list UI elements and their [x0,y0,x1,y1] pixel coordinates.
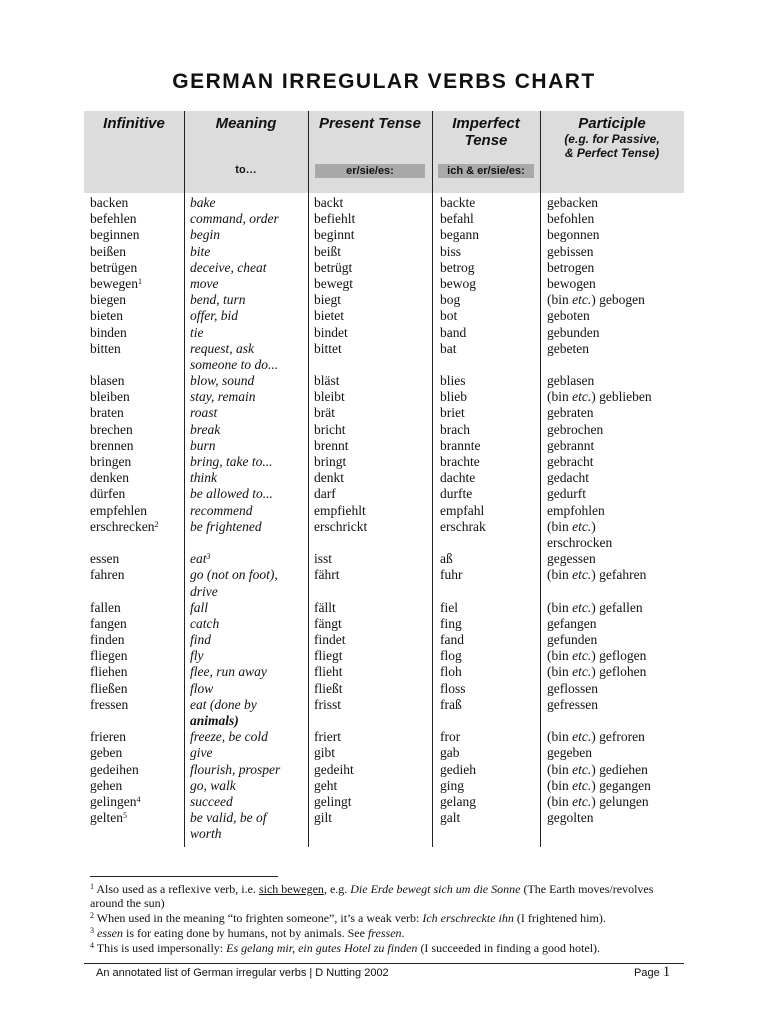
present-cell: findet [314,632,346,648]
meaning-cell: stay, remain [190,389,256,405]
imperfect-cell: fand [440,632,464,648]
infinitive-cell: beißen [90,243,126,259]
present-cell: gelingt [314,794,352,809]
present-cell: flieht [314,664,343,680]
participle-cell: gefressen [547,696,598,712]
meaning-cell: go (not on foot), drive [190,567,278,599]
meaning-cell: succeed [190,794,233,809]
participle-cell: (bin etc.) erschrocken [547,518,613,550]
imperfect-cell: gab [440,745,460,761]
present-cell: fliegt [314,648,343,664]
meaning-cell: begin [190,227,220,243]
table-row [0,308,768,324]
participle-cell: gebunden [547,324,600,340]
present-cell: gedeiht [314,761,354,777]
present-cell: friert [314,729,341,745]
infinitive-cell: fangen [90,615,127,631]
footnote-1: $^1$ Also used as a reflexive verb, i.e. sich bewegen, e.g. Die Erde bewegt sich um die Sonne (The Earth moves/revolves around the sun) [90,882,654,910]
imperfect-cell: backte [440,195,476,210]
participle-cell: (bin etc.) gediehen [547,761,648,777]
imperfect-cell: gedieh [440,761,476,777]
present-cell: fällt [314,599,336,615]
participle-cell: empfohlen [547,502,605,518]
table-row [0,648,768,664]
infinitive-cell: fliehen [90,664,128,680]
meaning-cell: bring, take to... [190,454,273,470]
footnote-2: $^2$ When used in the meaning “to frighten someone”, it’s a weak verb: Ich erschreckte ihn (I frightened him). [90,911,606,925]
present-cell: backt [314,195,344,210]
table-row [0,664,768,680]
present-cell: gilt [314,810,333,826]
meaning-cell: fall [190,599,209,615]
infinitive-cell: beginnen [90,227,140,243]
meaning-cell: think [190,470,217,486]
infinitive-cell: gedeihen [90,761,139,777]
header-imperfect-line1: Imperfect [452,115,520,132]
present-cell: denkt [314,470,344,486]
present-cell: empfiehlt [314,502,366,518]
meaning-cell: roast [190,405,218,421]
imperfect-cell: briet [440,405,465,421]
infinitive-cell: befehlen [90,211,137,227]
present-cell: isst [314,551,333,567]
table-row [0,438,768,454]
table-row [0,503,768,519]
infinitive-cell: fahren [90,567,125,583]
footnote-rule [90,876,278,877]
imperfect-cell: fraß [440,696,462,712]
present-cell: bittet [314,340,342,356]
infinitive-cell: fliegen [90,648,128,664]
table-row [0,810,768,842]
imperfect-cell: betrog [440,259,475,275]
header-participle [540,111,684,193]
infinitive-cell: braten [90,405,124,421]
participle-cell: gebeten [547,340,589,356]
table-row [0,454,768,470]
imperfect-cell: fror [440,729,461,745]
meaning-cell: deceive, cheat [190,259,267,275]
participle-cell: (bin etc.) geblieben [547,389,652,405]
present-cell: beißt [314,243,341,259]
verb-table-body [0,195,768,843]
footnote-3: $^3$ essen is for eating done by humans, not by animals. See fressen. [90,926,405,940]
meaning-cell: be valid, be of worth [190,810,267,842]
infinitive-cell: finden [90,632,125,648]
present-cell: bläst [314,373,340,389]
present-cell: fließt [314,680,343,696]
present-cell: gibt [314,745,336,761]
participle-cell: gegessen [547,551,596,567]
table-row [0,292,768,308]
meaning-cell: flee, run away [190,664,267,680]
meaning-cell: freeze, be cold [190,729,268,745]
meaning-cell: find [190,632,212,648]
table-row [0,632,768,648]
participle-cell: gegeben [547,745,592,761]
footnotes [90,882,680,956]
table-row [0,697,768,729]
present-cell: bietet [314,308,344,324]
table-row [0,778,768,794]
header-imperfect-sub: ich & er/sie/es: [438,164,534,178]
imperfect-cell: floss [440,680,466,696]
infinitive-cell: gelten$^5$ [90,810,127,826]
participle-cell: gebissen [547,243,594,259]
infinitive-cell: bieten [90,308,123,324]
participle-cell: (bin etc.) gefroren [547,729,645,745]
table-row [0,762,768,778]
page-title: GERMAN IRREGULAR VERBS CHART [172,70,596,93]
meaning-cell: go, walk [190,777,236,793]
imperfect-cell: befahl [440,211,474,227]
present-cell: bindet [314,324,348,340]
header-infinitive-label: Infinitive [103,115,165,132]
meaning-cell: burn [190,437,216,453]
page-number: Page 1 [634,964,671,980]
participle-cell: gegolten [547,810,594,826]
participle-cell: gebacken [547,195,598,210]
present-cell: fängt [314,615,342,631]
table-row [0,600,768,616]
meaning-cell: blow, sound [190,373,255,389]
table-row [0,405,768,421]
imperfect-cell: biss [440,243,462,259]
participle-cell: gebracht [547,454,594,470]
imperfect-cell: bewog [440,275,476,291]
imperfect-cell: durfte [440,486,473,502]
present-cell: befiehlt [314,211,356,227]
header-imperfect-label [432,111,540,149]
header-meaning-sub: to… [235,164,257,176]
infinitive-cell: gelingen$^4$ [90,794,141,809]
table-header [84,111,684,193]
participle-cell: geflossen [547,680,598,696]
imperfect-cell: begann [440,227,479,243]
present-cell: bewegt [314,275,353,291]
table-row [0,616,768,632]
present-cell: geht [314,777,338,793]
participle-cell: gefangen [547,615,597,631]
meaning-cell: catch [190,615,220,631]
meaning-cell: recommend [190,502,253,518]
table-row [0,745,768,761]
participle-cell: befohlen [547,211,595,227]
header-present [308,111,432,193]
infinitive-cell: frieren [90,729,126,745]
header-imperfect [432,111,540,193]
infinitive-cell: backen [90,195,129,210]
participle-cell: (bin etc.) gelungen [547,794,649,809]
infinitive-cell: fallen [90,599,121,615]
infinitive-cell: brechen [90,421,133,437]
meaning-cell: flourish, prosper [190,761,281,777]
imperfect-cell: bot [440,308,458,324]
header-participle-label: Participle [578,115,646,132]
imperfect-cell: aß [440,551,453,567]
table-row [0,422,768,438]
participle-cell: (bin etc.) geflohen [547,664,647,680]
table-row [0,729,768,745]
participle-cell: (bin etc.) gefallen [547,599,643,615]
meaning-cell: bite [190,243,211,259]
infinitive-cell: empfehlen [90,502,147,518]
imperfect-cell: brach [440,421,470,437]
meaning-cell: offer, bid [190,308,239,324]
present-cell: biegt [314,292,341,308]
table-row [0,794,768,810]
infinitive-cell: denken [90,470,129,486]
meaning-cell: eat$^3$ [190,551,211,567]
present-cell: bricht [314,421,346,437]
footer-rule [84,963,684,964]
infinitive-cell: bleiben [90,389,130,405]
meaning-cell: tie [190,324,204,340]
meaning-cell: move [190,275,219,291]
present-cell: beginnt [314,227,355,243]
infinitive-cell: fressen [90,696,129,712]
header-infinitive [84,111,184,193]
infinitive-cell: bitten [90,340,121,356]
participle-cell: gebrannt [547,437,595,453]
footer-citation: An annotated list of German irregular verbs | D Nutting 2002 [96,967,389,979]
imperfect-cell: flog [440,648,462,664]
table-row [0,227,768,243]
header-participle-sub2: & Perfect Tense) [564,146,660,160]
participle-cell: gebrochen [547,421,604,437]
present-cell: betrügt [314,259,353,275]
imperfect-cell: blies [440,373,466,389]
imperfect-cell: dachte [440,470,476,486]
infinitive-cell: gehen [90,777,123,793]
participle-cell: begonnen [547,227,600,243]
participle-cell: betrogen [547,259,595,275]
meaning-cell: give [190,745,213,761]
header-meaning-label: Meaning [215,115,277,132]
meaning-cell: flow [190,680,214,696]
header-imperfect-line2: Tense [464,132,508,149]
imperfect-cell: fuhr [440,567,463,583]
present-cell: frisst [314,696,341,712]
infinitive-cell: dürfen [90,486,126,502]
table-row [0,681,768,697]
imperfect-cell: band [440,324,467,340]
imperfect-cell: fiel [440,599,458,615]
header-present-sub: er/sie/es: [315,164,425,178]
present-cell: bringt [314,454,347,470]
participle-cell: (bin etc.) gegangen [547,777,651,793]
imperfect-cell: galt [440,810,461,826]
participle-cell: bewogen [547,275,596,291]
infinitive-cell: erschrecken$^2$ [90,518,159,534]
meaning-cell: be allowed to... [190,486,273,502]
imperfect-cell: erschrak [440,518,486,534]
meaning-cell: bend, turn [190,292,246,308]
imperfect-cell: gelang [440,794,476,809]
participle-cell: (bin etc.) geflogen [547,648,647,664]
table-row [0,211,768,227]
imperfect-cell: bog [440,292,461,308]
participle-cell: (bin etc.) gefahren [547,567,647,583]
imperfect-cell: ging [440,777,465,793]
header-meaning [184,111,308,193]
infinitive-cell: binden [90,324,127,340]
table-row [0,195,768,211]
table-row [0,470,768,486]
table-row [0,389,768,405]
participle-cell: geblasen [547,373,595,389]
table-row [0,373,768,389]
meaning-cell: be frightened [190,518,262,534]
meaning-cell: bake [190,195,216,210]
imperfect-cell: brachte [440,454,480,470]
present-cell: fährt [314,567,340,583]
meaning-cell: break [190,421,221,437]
infinitive-cell: fließen [90,680,128,696]
imperfect-cell: bat [440,340,457,356]
table-row [0,519,768,551]
imperfect-cell: brannte [440,437,481,453]
table-row [0,276,768,292]
participle-cell: gedacht [547,470,589,486]
header-participle-sub1: (e.g. for Passive, [564,132,660,146]
infinitive-cell: biegen [90,292,126,308]
infinitive-cell: bewegen$^1$ [90,275,142,291]
participle-cell: gebraten [547,405,594,421]
table-row [0,325,768,341]
meaning-cell: command, order [190,211,279,227]
table-row [0,551,768,567]
present-cell: brennt [314,437,349,453]
table-row [0,341,768,373]
infinitive-cell: bringen [90,454,132,470]
meaning-cell: fly [190,648,204,664]
participle-cell: gedurft [547,486,586,502]
present-cell: erschrickt [314,518,368,534]
participle-cell: gefunden [547,632,598,648]
infinitive-cell: betrügen [90,259,138,275]
present-cell: brät [314,405,335,421]
participle-cell: (bin etc.) gebogen [547,292,645,308]
present-cell: darf [314,486,336,502]
footnote-4: $^4$ This is used impersonally: Es gelang mir, ein gutes Hotel zu finden (I succeeded in finding a good hotel). [90,941,601,955]
infinitive-cell: essen [90,551,120,567]
present-cell: bleibt [314,389,345,405]
infinitive-cell: blasen [90,373,125,389]
imperfect-cell: floh [440,664,462,680]
participle-cell: geboten [547,308,590,324]
table-row [0,244,768,260]
table-row [0,260,768,276]
table-row [0,567,768,599]
infinitive-cell: geben [90,745,123,761]
imperfect-cell: blieb [440,389,467,405]
imperfect-cell: empfahl [440,502,485,518]
meaning-cell: request, ask someone to do... [190,340,279,372]
meaning-cell: eat (done by animals) [190,696,257,729]
header-present-label: Present Tense [319,115,421,132]
infinitive-cell: brennen [90,437,134,453]
imperfect-cell: fing [440,615,462,631]
table-row [0,486,768,502]
